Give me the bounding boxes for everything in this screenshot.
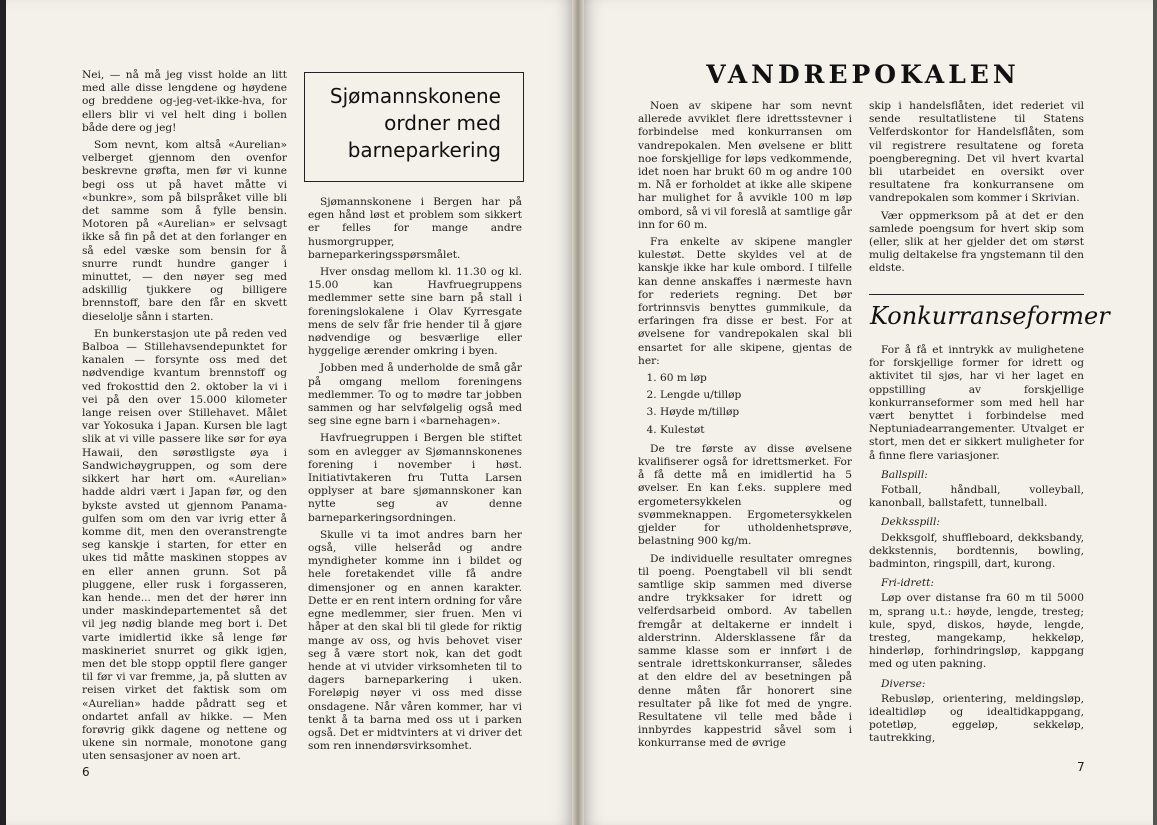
boxed-headline bbox=[304, 72, 524, 182]
paragraph: Rebusløp, orientering, meldingsløp, idealtidløp og idealtidkappgang, potetløp, eggeløp, sekkeløp, tautrekking, bbox=[869, 692, 1084, 745]
page-title: VANDREPOKALEN bbox=[706, 60, 1020, 89]
list-item: 2. Lengde u/tilløp bbox=[660, 389, 852, 402]
right-column-1 bbox=[638, 100, 852, 755]
right-column-2-bottom bbox=[869, 344, 1084, 750]
paragraph: Som nevnt, kom altså «Aurelian» velberget gjennom den ovenfor beskrevne grøfta, men før vi kunne begi oss ut på havet måtte vi «bunkre», som på bilspråket ville bli det samme som å fylle bensin. Motoren på «Aurelian» er selvsagt ikke så fin på det at den forlanger en så edel væske som bensin for å snurre rundt hundre ganger i minuttet, — den nøyer seg med adskillig tjukkere og billigere brennstoff, bare den får en skvett dieselolje sånn i starten. bbox=[82, 139, 287, 323]
gutter bbox=[572, 0, 584, 825]
left-edge bbox=[0, 0, 6, 825]
paragraph: Skulle vi ta imot andres barn her også, ville helseråd og andre myndigheter komme inn i bildet og hele foretakendet ville få andre dimensjoner og en annen karakter. Dette er en rent intern ordning for våre egne medlemmer, sier fruen. Men vi håper at den skal bli til glede for riktig mange av oss, og hvis behovet viser seg å være stort nok, kan det godt hende at vi utvider virksomheten til to dagers barneparkering i uken. Foreløpig nøyer vi oss med disse onsdagene. Når våren kommer, har vi tenkt å ta barna med oss ut i parken også. Det er midtvinters at vi driver det som ren innendørsvirksomhet. bbox=[308, 528, 522, 753]
paragraph: Løp over distanse fra 60 m til 5000 m, sprang u.t.: høyde, lengde, tresteg; kule, spyd, diskos, høyde, lengde, tresteg, mangekamp, hekkeløp, hinderløp, forhindringsløp, kappgang med og uten pakning. bbox=[869, 592, 1084, 671]
paragraph: Hver onsdag mellom kl. 11.30 og kl. 15.00 kan Havfruegruppens medlemmer sette sine barn på stall i foreningslokalene i Olav Kyrresgate mens de selv får frie hender til å gjøre nødvendige og besværlige eller hyggelige ærender omkring i byen. bbox=[308, 266, 522, 358]
paragraph: Nei, — nå må jeg visst holde an litt med alle disse lengdene og høydene og breddene og-jeg-vet-ikke-hva, for ellers blir vi vel helt ding i bollen både dere og jeg! bbox=[82, 69, 287, 134]
paragraph: De individuelle resultater omregnes til poeng. Poengtabell vil bli sendt samtlige skip sammen med diverse andre trykksaker for idrett og velferdsarbeid ombord. Av tabellen fremgår at deltakerne er inndelt i alderstrinn. Aldersklassene får da samme klasse som er innført i de sentrale idrettskonkurranser, således at den eldre del av besetningen på denne måten får honorert sine resultater på like fot med de yngre. Resultatene vil telle med både i innbyrdes kappestrid såvel som i konkurranse med de øvrige bbox=[638, 552, 852, 750]
category-label: Dekksspill: bbox=[881, 516, 940, 529]
paragraph: Noen av skipene har som nevnt allerede avviklet flere idrettsstevner i forbindelse med konkurransen om vandrepokalen. Men øvelsene er blitt noe forskjellige for løps vedkommende, idet noen har brukt 60 m og andre 100 m. Nå er forholdet at ikke alle skipene har mulighet for å avvikle 100 m løp ombord, så vi vil foreslå at samtlige går inn for 60 m. bbox=[638, 100, 852, 231]
category-label: Ballspill: bbox=[881, 468, 928, 481]
page-number-right: 7 bbox=[1077, 760, 1085, 774]
section-heading: Konkurranseformer bbox=[870, 302, 1110, 330]
page-number-left: 6 bbox=[82, 765, 90, 779]
paragraph: Vær oppmerksom på at det er den samlede poengsum for hvert skip som (eller, slik at her gjelder det om størst mulig deltakelse fra yngstemann til den eldste. bbox=[869, 209, 1084, 275]
paragraph: Jobben med å underholde de små går på omgang mellom foreningens medlemmer. To og to mødre tar jobben sammen og har selvfølgelig også med seg sine egne barn i «barnehagen». bbox=[308, 362, 522, 428]
paragraph: Havfruegruppen i Bergen ble stiftet som en avlegger av Sjømannskonenes forening i november i høst. Initiativtakeren fru Tutta Larsen opplyser at bare sjømannskoner kan nytte seg av denne barneparkeringsordningen. bbox=[308, 432, 522, 524]
left-column-2 bbox=[308, 196, 522, 757]
paragraph: Dekksgolf, shuffleboard, dekksbandy, dekkstennis, bordtennis, bowling, badminton, ringspill, dart, kurong. bbox=[869, 531, 1084, 571]
category-label: Fri-idrett: bbox=[881, 577, 934, 590]
section-divider bbox=[869, 294, 1084, 295]
headline-line: ordner med bbox=[384, 111, 501, 135]
right-column-2-top bbox=[869, 100, 1084, 280]
paragraph: skip i handelsflåten, idet rederiet vil sende resultatlistene til Statens Velferdskontor for Handelsflåten, som vil registrere resultatene og foreta poengberegning. Det vil hvert kvartal bli utarbeidet en oversikt over resultatene fra konkurransene om vandrepokalen som kommer i Skrivian. bbox=[869, 100, 1084, 205]
headline-line: Sjømannskonene bbox=[329, 84, 501, 108]
category-label: Diverse: bbox=[881, 677, 926, 690]
headline-line: barneparkering bbox=[347, 138, 501, 162]
paragraph: Sjømannskonene i Bergen har på egen hånd løst et problem som sikkert er felles for mange andre husmorgrupper, barneparkeringsspørsmålet. bbox=[308, 196, 522, 261]
paragraph: Fotball, håndball, volleyball, kanonball, ballstafett, tunnelball. bbox=[869, 484, 1084, 510]
left-column-1 bbox=[82, 69, 287, 768]
exercise-list bbox=[660, 372, 852, 437]
list-item: 3. Høyde m/tilløp bbox=[660, 406, 852, 419]
right-edge bbox=[1153, 0, 1157, 825]
paragraph: For å få et inntrykk av mulighetene for forskjellige former for idrett og aktivitet til sjøs, har vi her laget en oppstilling av forskjellige konkurranseformer som med hell har vært benyttet i forbindelse med Neptuniadearrangementer. Utvalget er stort, men det er sikkert muligheter for å finne flere variasjoner. bbox=[869, 344, 1084, 462]
paragraph: Fra enkelte av skipene mangler kulestøt. Dette skyldes vel at de kanskje ikke har kule ombord. I tilfelle kan denne anskaffes i nærmeste havn for rederiets regning. Det bør fortrinnsvis benyttes gummikule, da erfaringen fra disse er best. For at øvelsene for vandrepokalen skal bli ensartet for alle skipene, gjentas de her: bbox=[638, 236, 852, 367]
list-item: 4. Kulestøt bbox=[660, 424, 852, 437]
paragraph: En bunkerstasjon ute på reden ved Balboa — Stillehavsendepunktet for kanalen — forsynte oss med det nødvendige kvantum brennstoff og ved frokosttid den 2. oktober la vi i vei på den over 15.000 kilometer lange reisen over Stillehavet. Målet var Yokosuka i Japan. Kursen ble lagt slik at vi ville passere like sør for øya Hawaii, den sørøstligste øya i Sandwichøygruppen, og som dere sikkert har hørt om. «Aurelian» hadde aldri vært i Japan før, og den bykste avsted ut gjennom Panama-gulfen som om den var ivrig etter å komme dit, men den overanstrengte seg kanskje i starten, for etter en ukes tid måtte maskinen stoppes av en eller annen grunn. Sot på pluggene, eller rusk i forgasseren, kan hende... men det der hører inn under maskindepartementet så det vil jeg nødig blande meg bort i. Det varte imidlertid ikke så lenge før maskineriet snurret og gikk igjen, men det ble stopp opptil flere ganger til før vi var fremme, ja, på slutten av reisen virket det faktisk som om «Aurelian» hadde pådratt seg et ondartet anfall av hikke. — Men forøvrig gikk dagene og nettene og ukene sin normale, monotone gang uten sensasjoner av noen art. bbox=[82, 327, 287, 763]
paragraph: De tre første av disse øvelsene kvalifiserer også for idrettsmerket. For å få dette må en imidlertid ha 5 øvelser. En kan f.eks. supplere med ergometersykkelen og svømmeknappen. Ergometersykkelen gjelder for utholdenhetsprøve, belastning 900 kg/m. bbox=[638, 442, 852, 548]
list-item: 1. 60 m løp bbox=[660, 372, 852, 385]
